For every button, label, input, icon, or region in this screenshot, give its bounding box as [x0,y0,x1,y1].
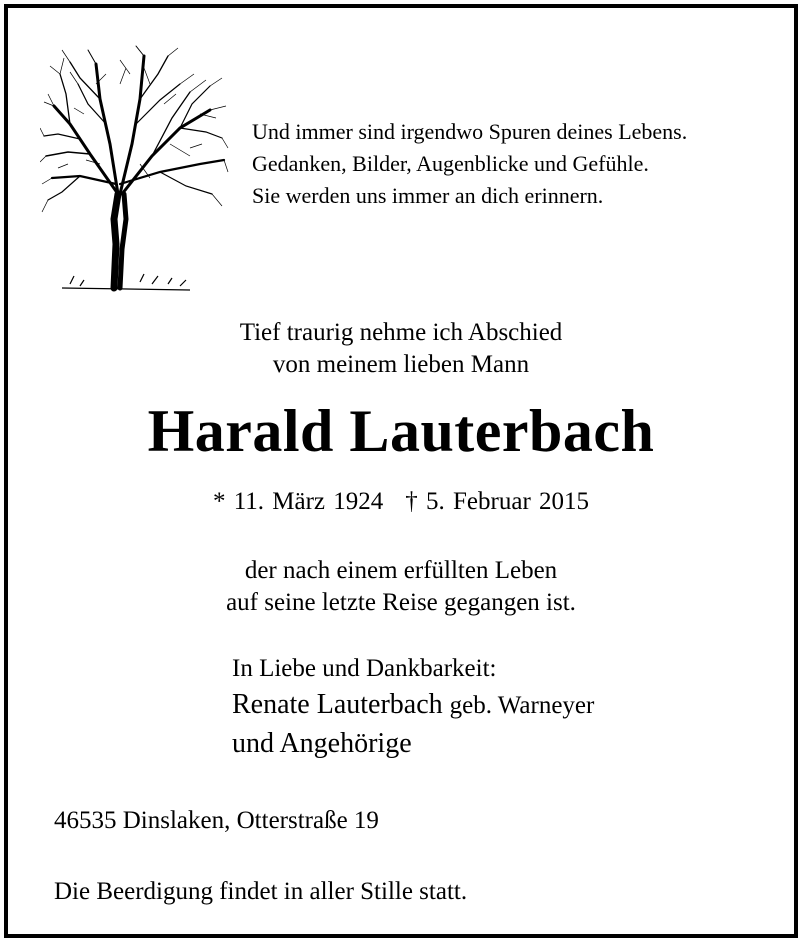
intro-line: von meinem lieben Mann [272,351,530,378]
funeral-note: Die Beerdigung findet in aller Stille statt. [54,878,468,905]
mourners-heading: In Liebe und Dankbarkeit: [232,655,497,682]
life-line: auf seine letzte Reise gegangen ist. [226,589,576,616]
poem-line: Gedanken, Bilder, Augenblicke und Gefühle. [252,151,649,176]
memorial-poem [252,116,687,212]
birth-date: * 11. März 1924 [212,488,384,515]
poem-line: Sie werden uns immer an dich erinnern. [252,183,604,208]
death-date: † 5. Februar 2015 [405,488,590,515]
announcement-intro [8,317,794,381]
life-statement [8,555,794,619]
spouse-maiden-name: geb. Warneyer [449,692,595,719]
spouse-line [232,686,594,725]
obituary-card [4,4,798,938]
bare-tree-icon [40,44,230,294]
poem-line: Und immer sind irgendwo Spuren deines Lebens. [252,119,688,144]
intro-line: Tief traurig nehme ich Abschied [239,319,563,346]
relatives-line: und Angehörige [232,728,412,759]
life-dates [8,486,794,518]
deceased-name: Harald Lauterbach [147,398,655,464]
spouse-name: Renate Lauterbach [232,689,443,720]
life-line: der nach einem erfüllten Leben [244,557,558,584]
mourners-block [232,654,594,763]
family-address: 46535 Dinslaken, Otterstraße 19 [54,807,379,834]
